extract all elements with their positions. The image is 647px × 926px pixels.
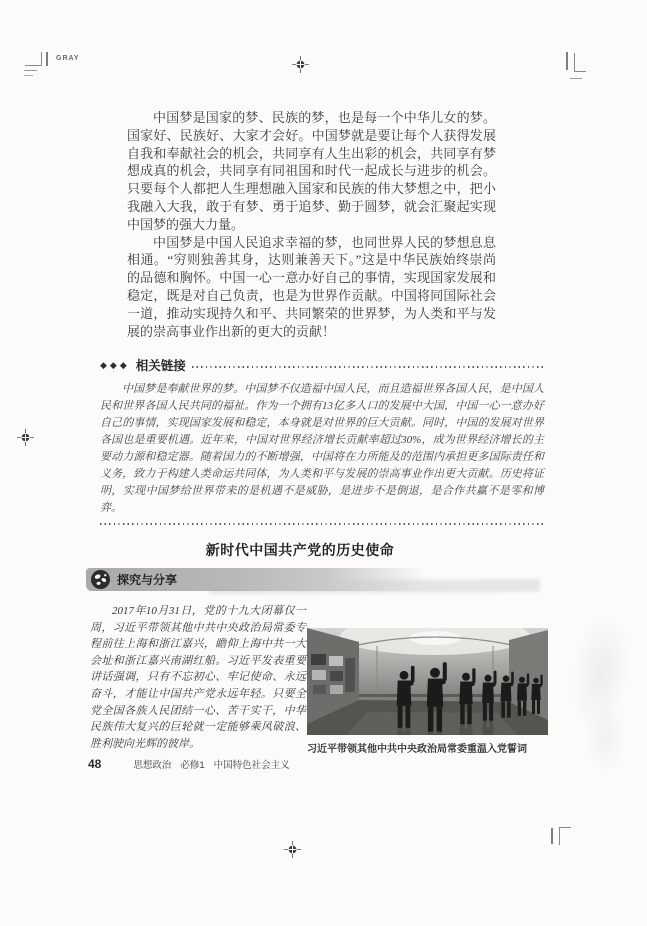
crop-mark-bottom-right [559,827,571,845]
footer-book-title: 中国特色社会主义 [213,760,290,771]
crop-mark-dash [24,75,33,76]
explore-share-body: 2017年10月31日，党的十九大闭幕仅一周，习近平带领其他中共中央政治局常委专程前往上海和浙江嘉兴，瞻仰上海中共一大会址和浙江嘉兴南湖红船。习近平发表重要讲话强调，只有不忘初心、牢记使命、永远奋斗，才能让中国共产党永远年轻。只要全党全国各族人民团结一心、苦干实干，中华民族伟大复兴的巨轮就一定能够乘风破浪、胜利驶向光辉的彼岸。 [90,605,306,750]
section-heading: 新时代中国共产党的历史使命 [205,544,395,559]
diamond-bullets-icon: ◆◆◆ [100,359,130,370]
intro-paragraph-1: 中国梦是国家的梦、民族的梦，也是每一个中华儿女的梦。国家好、民族好、大家才会好。中国梦就是要让每个人获得发展自我和奉献社会的机会，共同享有人生出彩的机会，共同享有梦想成真的机会，共同享有同祖国和时代一起成长与进步的机会。只要每个人都把人生理想融入国家和民族的伟大梦想之中，把小我融入大我，敢于有梦、勇于追梦、勤于圆梦，就会汇聚起实现中国梦的强大力量。 [127,110,496,232]
dotted-leader [192,366,544,368]
registration-mark-icon [284,841,301,858]
crop-mark-top-right [574,53,586,72]
oath-ceremony-photo [307,628,548,735]
crop-mark-top-left [25,52,42,66]
footer-volume: 必修1 [180,760,205,771]
footer-course: 思想政治 [133,760,172,771]
related-link-title: 相关链接 [135,359,186,373]
gray-plate-label: GRAY [56,55,80,62]
crop-mark-bar [566,52,568,70]
page-number: 48 [88,757,102,771]
crop-mark-dash [24,70,37,71]
related-link-body: 中国梦是奉献世界的梦。中国梦不仅造福中国人民，而且造福世界各国人民，是中国人民和世界各国人民共同的福祉。作为一个拥有13亿多人口的发展中大国，中国一心一意办好自己的事情，实现国家发展和稳定，本身就是对世界的巨大贡献。同时，中国的发展对世界各国也是重要机遇。近年来，中国对世界经济增长贡献率超过30%，成为世界经济增长的主要动力源和稳定器。随着国力的不断增强，中国将在力所能及的范围内承担更多国际责任和义务，致力于构建人类命运共同体，为人类和平与发展的崇高事业作出更大贡献。历史将证明，实现中国梦给世界带来的是机遇不是威胁，是进步不是倒退，是合作共赢不是零和博弈。 [100,383,544,514]
explore-share-banner [86,568,428,591]
crop-mark-bar [46,52,48,66]
oath-ceremony-photo-art [307,628,548,735]
intro-paragraphs [127,109,496,340]
scan-smudge [585,702,627,774]
page-footer [88,757,290,771]
related-link-header [100,356,544,374]
dotted-rule [100,523,544,525]
explore-share-label: 探究与分享 [117,573,178,587]
intro-paragraph-2: 中国梦是中国人民追求幸福的梦，也同世界人民的梦想息息相通。“穷则独善其身，达则兼善天下。”这是中华民族始终崇尚的品德和胸怀。中国一心一意办好自己的事情，实现国家发展和稳定，既是对自己负责，也是为世界作贡献。中国将同国际社会一道，推动实现持久和平、共同繁荣的世界梦，为人类和平与发展的崇高事业作出新的更大的贡献！ [127,234,496,339]
photo-caption: 习近平带领其他中共中央政治局常委重温入党誓词 [307,744,527,755]
registration-mark-icon [17,429,34,446]
crop-mark-bar [551,828,553,844]
crop-mark-dash [570,78,582,79]
registration-mark-icon [292,56,309,73]
explore-share-icon [90,569,111,590]
related-link-section [100,356,544,525]
